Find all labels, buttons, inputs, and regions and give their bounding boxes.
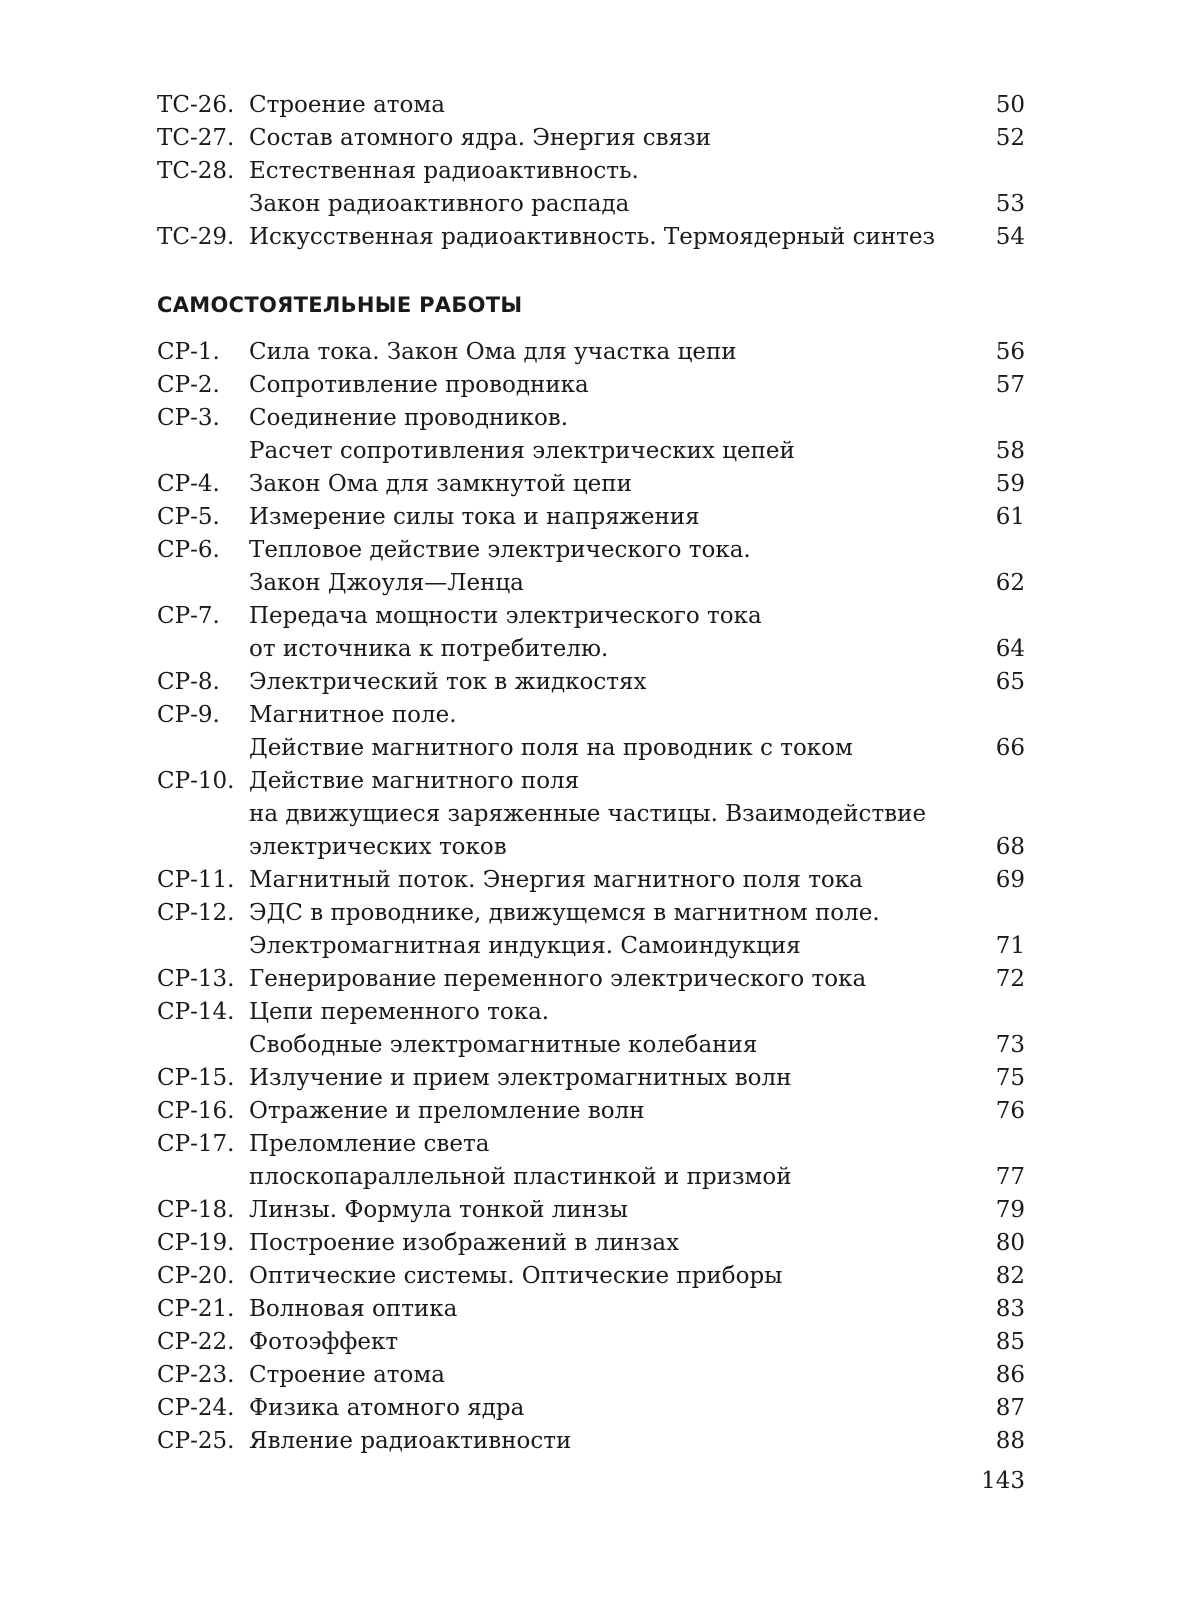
page-number: 143 — [981, 1468, 1025, 1494]
toc-entry — [157, 155, 1025, 221]
toc-entry-title: Линзы. Формула тонкой линзы — [249, 1194, 636, 1227]
toc-entry-code: СР-7. — [157, 603, 220, 629]
toc-entry-code: ТС-29. — [157, 224, 235, 250]
toc-entry-code: СР-2. — [157, 372, 220, 398]
toc-entry-title: Свободные электромагнитные колебания — [249, 1029, 765, 1062]
toc-entry-page: 77 — [975, 1161, 1025, 1194]
toc-entry-title: Сила тока. Закон Ома для участка цепи — [249, 336, 745, 369]
toc-entry — [157, 1062, 1025, 1095]
toc-entry-page: 66 — [975, 732, 1025, 765]
toc-entry-title: Отражение и преломление волн — [249, 1095, 653, 1128]
toc-entry-line — [157, 336, 1025, 369]
toc-entry-title: на движущиеся заряженные частицы. Взаимодействие — [249, 798, 934, 831]
toc-independent-works-section — [157, 336, 1025, 1458]
toc-entry-code: СР-6. — [157, 537, 220, 563]
toc-entry-line — [157, 1293, 1025, 1326]
toc-entry — [157, 1128, 1025, 1194]
toc-entry-page: 71 — [975, 930, 1025, 963]
toc-entry-page: 85 — [975, 1326, 1025, 1359]
toc-entry-code: СР-9. — [157, 702, 220, 728]
toc-entry — [157, 534, 1025, 600]
toc-entry-line — [157, 435, 1025, 468]
toc-entry — [157, 963, 1025, 996]
toc-entry-line — [157, 1095, 1025, 1128]
toc-entry-code: СР-8. — [157, 669, 220, 695]
toc-entry-line — [157, 567, 1025, 600]
toc-entry-title: Магнитное поле. — [249, 699, 465, 732]
toc-entry — [157, 1392, 1025, 1425]
toc-entry-title: Преломление света — [249, 1128, 497, 1161]
toc-entry-title: Электрический ток в жидкостях — [249, 666, 655, 699]
toc-entry-line — [157, 963, 1025, 996]
toc-entry — [157, 1359, 1025, 1392]
toc-entry-title: Волновая оптика — [249, 1293, 465, 1326]
toc-entry — [157, 1260, 1025, 1293]
toc-tests-section — [157, 89, 1025, 254]
toc-entry-title: электрических токов — [249, 831, 515, 864]
toc-entry-line — [157, 155, 1025, 188]
toc-entry-code: СР-17. — [157, 1131, 235, 1157]
toc-entry — [157, 221, 1025, 254]
toc-entry — [157, 864, 1025, 897]
toc-entry-line — [157, 864, 1025, 897]
toc-entry-page: 61 — [975, 501, 1025, 534]
toc-entry-code: СР-20. — [157, 1263, 235, 1289]
toc-entry-page: 73 — [975, 1029, 1025, 1062]
toc-entry-line — [157, 1062, 1025, 1095]
toc-entry-code: ТС-28. — [157, 158, 235, 184]
toc-entry-page: 80 — [975, 1227, 1025, 1260]
toc-entry-line — [157, 1359, 1025, 1392]
toc-entry-title: Сопротивление проводника — [249, 369, 597, 402]
toc-entry-code: СР-24. — [157, 1395, 235, 1421]
toc-entry-code: СР-10. — [157, 768, 235, 794]
toc-entry-line — [157, 1161, 1025, 1194]
toc-entry-line — [157, 765, 1025, 798]
toc-entry-page: 86 — [975, 1359, 1025, 1392]
toc-entry-code: СР-22. — [157, 1329, 235, 1355]
toc-entry-page: 65 — [975, 666, 1025, 699]
toc-entry-line — [157, 732, 1025, 765]
toc-entry — [157, 468, 1025, 501]
toc-entry-code: СР-23. — [157, 1362, 235, 1388]
toc-entry-code: СР-14. — [157, 999, 235, 1025]
toc-entry-line — [157, 402, 1025, 435]
toc-entry-title: Передача мощности электрического тока — [249, 600, 770, 633]
toc-entry-code: СР-25. — [157, 1428, 235, 1454]
toc-entry-code: ТС-27. — [157, 125, 235, 151]
toc-entry-code: СР-16. — [157, 1098, 235, 1124]
toc-entry — [157, 501, 1025, 534]
toc-entry-line — [157, 122, 1025, 155]
toc-entry-line — [157, 633, 1025, 666]
toc-entry-page: 56 — [975, 336, 1025, 369]
toc-entry-line — [157, 534, 1025, 567]
toc-entry-title: Закон радиоактивного распада — [249, 188, 637, 221]
toc-entry — [157, 402, 1025, 468]
toc-entry-code: ТС-26. — [157, 92, 235, 118]
toc-entry-page: 76 — [975, 1095, 1025, 1128]
toc-entry-line — [157, 1128, 1025, 1161]
toc-entry-page: 69 — [975, 864, 1025, 897]
toc-entry-title: Цепи переменного тока. — [249, 996, 557, 1029]
toc-entry-title: Фотоэффект — [249, 1326, 406, 1359]
toc-entry-title: Действие магнитного поля — [249, 765, 587, 798]
toc-entry-line — [157, 831, 1025, 864]
toc-entry-line — [157, 666, 1025, 699]
toc-entry-code: СР-18. — [157, 1197, 235, 1223]
toc-entry-line — [157, 600, 1025, 633]
toc-entry-title: Явление радиоактивности — [249, 1425, 579, 1458]
toc-entry-title: Естественная радиоактивность. — [249, 155, 647, 188]
toc-entry-page: 82 — [975, 1260, 1025, 1293]
toc-entry — [157, 1293, 1025, 1326]
toc-entry-line — [157, 1392, 1025, 1425]
toc-entry-title: Генерирование переменного электрического тока — [249, 963, 874, 996]
toc-entry — [157, 600, 1025, 666]
toc-entry — [157, 765, 1025, 864]
toc-entry-line — [157, 1227, 1025, 1260]
toc-entry-line — [157, 1194, 1025, 1227]
toc-entry-code: СР-4. — [157, 471, 220, 497]
toc-entry-page: 50 — [975, 89, 1025, 122]
toc-entry — [157, 1194, 1025, 1227]
toc-entry — [157, 122, 1025, 155]
toc-entry-code: СР-1. — [157, 339, 220, 365]
toc-entry-code: СР-15. — [157, 1065, 235, 1091]
toc-entry-line — [157, 468, 1025, 501]
toc-entry-page: 68 — [975, 831, 1025, 864]
toc-entry — [157, 1425, 1025, 1458]
toc-entry — [157, 1326, 1025, 1359]
toc-entry — [157, 996, 1025, 1062]
toc-entry-title: Строение атома — [249, 1359, 453, 1392]
toc-entry-code: СР-19. — [157, 1230, 235, 1256]
toc-entry — [157, 1227, 1025, 1260]
toc-entry-title: Электромагнитная индукция. Самоиндукция — [249, 930, 809, 963]
toc-entry — [157, 699, 1025, 765]
toc-entry-title: Закон Ома для замкнутой цепи — [249, 468, 640, 501]
toc-entry — [157, 369, 1025, 402]
section-heading: САМОСТОЯТЕЛЬНЫЕ РАБОТЫ — [157, 293, 523, 317]
toc-entry-title: Строение атома — [249, 89, 453, 122]
toc-entry-title: ЭДС в проводнике, движущемся в магнитном поле. — [249, 897, 888, 930]
toc-entry-line — [157, 1326, 1025, 1359]
toc-entry-line — [157, 1425, 1025, 1458]
toc-entry-title: плоскопараллельной пластинкой и призмой — [249, 1161, 800, 1194]
toc-entry-title: Искусственная радиоактивность. Термоядерный синтез — [249, 221, 943, 254]
toc-entry-title: Состав атомного ядра. Энергия связи — [249, 122, 719, 155]
toc-entry — [157, 897, 1025, 963]
toc-entry-page: 54 — [975, 221, 1025, 254]
toc-entry — [157, 89, 1025, 122]
toc-entry-line — [157, 798, 1025, 831]
toc-entry-code: СР-12. — [157, 900, 235, 926]
toc-entry-line — [157, 699, 1025, 732]
toc-entry-title: от источника к потребителю. — [249, 633, 616, 666]
toc-entry-code: СР-3. — [157, 405, 220, 431]
toc-entry-line — [157, 930, 1025, 963]
toc-entry-code: СР-21. — [157, 1296, 235, 1322]
toc-entry-page: 57 — [975, 369, 1025, 402]
toc-entry-title: Построение изображений в линзах — [249, 1227, 687, 1260]
toc-entry-title: Соединение проводников. — [249, 402, 576, 435]
toc-entry-code: СР-5. — [157, 504, 220, 530]
toc-entry-page: 52 — [975, 122, 1025, 155]
toc-entry-line — [157, 501, 1025, 534]
toc-entry-title: Действие магнитного поля на проводник с током — [249, 732, 861, 765]
toc-entry-line — [157, 996, 1025, 1029]
toc-entry-line — [157, 369, 1025, 402]
toc-entry — [157, 336, 1025, 369]
toc-entry-title: Оптические системы. Оптические приборы — [249, 1260, 790, 1293]
toc-entry-page: 88 — [975, 1425, 1025, 1458]
toc-entry-title: Тепловое действие электрического тока. — [249, 534, 759, 567]
toc-entry-title: Расчет сопротивления электрических цепей — [249, 435, 803, 468]
toc-entry-title: Физика атомного ядра — [249, 1392, 532, 1425]
toc-entry-title: Излучение и прием электромагнитных волн — [249, 1062, 799, 1095]
toc-entry-title: Измерение силы тока и напряжения — [249, 501, 708, 534]
toc-entry-page: 72 — [975, 963, 1025, 996]
toc-entry-line — [157, 188, 1025, 221]
toc-entry-page: 75 — [975, 1062, 1025, 1095]
toc-entry-line — [157, 897, 1025, 930]
toc-entry — [157, 666, 1025, 699]
toc-entry-page: 83 — [975, 1293, 1025, 1326]
toc-entry-page: 59 — [975, 468, 1025, 501]
toc-entry-page: 53 — [975, 188, 1025, 221]
toc-entry-line — [157, 221, 1025, 254]
toc-entry-line — [157, 1029, 1025, 1062]
toc-entry-code: СР-13. — [157, 966, 235, 992]
toc-entry-page: 64 — [975, 633, 1025, 666]
toc-entry-code: СР-11. — [157, 867, 235, 893]
toc-entry-line — [157, 1260, 1025, 1293]
toc-entry-title: Закон Джоуля—Ленца — [249, 567, 532, 600]
toc-entry-page: 87 — [975, 1392, 1025, 1425]
toc-entry-line — [157, 89, 1025, 122]
toc-entry-page: 62 — [975, 567, 1025, 600]
toc-entry-title: Магнитный поток. Энергия магнитного поля тока — [249, 864, 871, 897]
toc-entry-page: 79 — [975, 1194, 1025, 1227]
toc-entry-page: 58 — [975, 435, 1025, 468]
toc-entry — [157, 1095, 1025, 1128]
